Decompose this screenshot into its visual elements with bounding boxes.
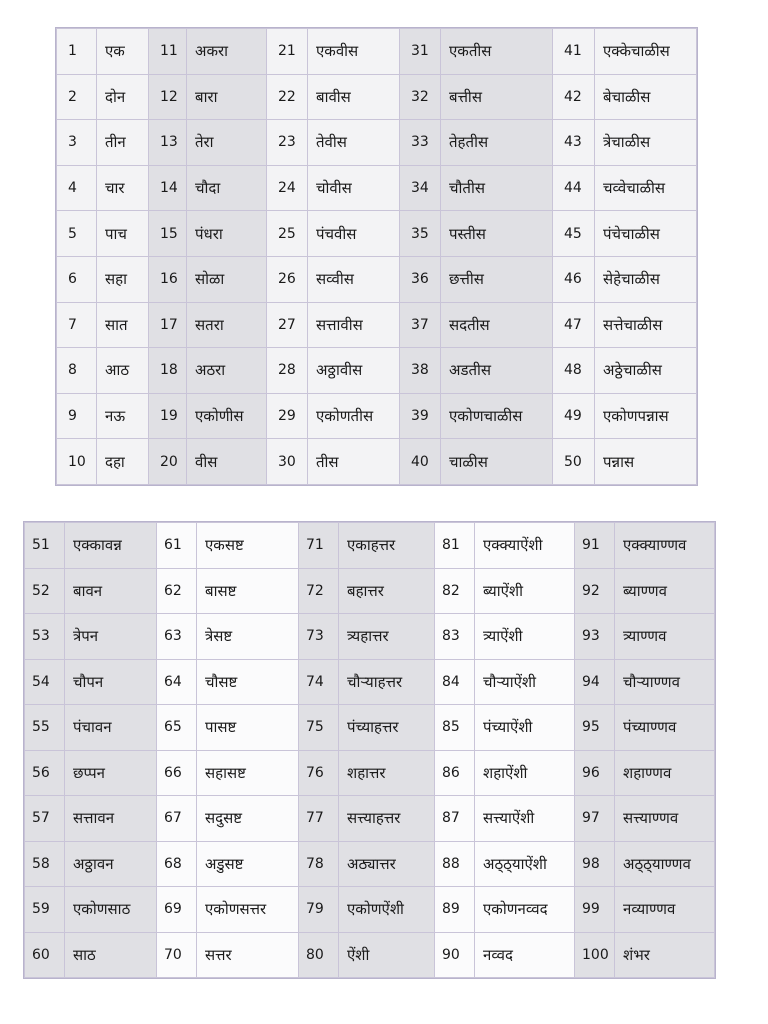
number-word-cell: पाच (97, 211, 149, 257)
number-word-cell: बावन (65, 568, 157, 614)
number-word-cell: अठ्ठेचाळीस (595, 348, 697, 394)
number-word-cell: ब्याण्णव (615, 568, 715, 614)
number-cell: 89 (435, 887, 475, 933)
table-row (57, 439, 697, 485)
number-word-cell: छप्पन (65, 750, 157, 796)
number-word-cell: एकोणपन्नास (595, 393, 697, 439)
number-word-cell: वीस (187, 439, 267, 485)
number-cell: 13 (149, 120, 187, 166)
number-cell: 69 (157, 887, 197, 933)
number-word-cell: चौसष्ट (197, 659, 299, 705)
table-row (25, 523, 715, 569)
number-word-cell: एक (97, 29, 149, 75)
number-cell: 30 (267, 439, 308, 485)
number-cell: 20 (149, 439, 187, 485)
number-cell: 38 (400, 348, 441, 394)
number-word-cell: एकतीस (441, 29, 553, 75)
number-cell: 98 (575, 841, 615, 887)
number-cell: 59 (25, 887, 65, 933)
number-word-cell: शंभर (615, 932, 715, 978)
number-word-cell: नव्वद (475, 932, 575, 978)
number-cell: 62 (157, 568, 197, 614)
table-row (25, 659, 715, 705)
number-cell: 23 (267, 120, 308, 166)
number-word-cell: बासष्ट (197, 568, 299, 614)
number-cell: 32 (400, 74, 441, 120)
table-row (25, 841, 715, 887)
number-word-cell: चौपन (65, 659, 157, 705)
table-row (57, 74, 697, 120)
number-word-cell: सतरा (187, 302, 267, 348)
number-word-cell: सदुसष्ट (197, 796, 299, 842)
number-cell: 17 (149, 302, 187, 348)
number-cell: 43 (553, 120, 595, 166)
number-word-cell: शहाण्णव (615, 750, 715, 796)
number-cell: 11 (149, 29, 187, 75)
number-word-cell: पंचावन (65, 705, 157, 751)
number-word-cell: अठ्यात्तर (339, 841, 435, 887)
number-word-cell: एकोणतीस (308, 393, 400, 439)
number-cell: 18 (149, 348, 187, 394)
table-row (57, 348, 697, 394)
number-cell: 7 (57, 302, 97, 348)
number-cell: 92 (575, 568, 615, 614)
number-word-cell: पस्तीस (441, 211, 553, 257)
number-word-cell: तेहतीस (441, 120, 553, 166)
number-word-cell: एक्कावन्न (65, 523, 157, 569)
number-cell: 58 (25, 841, 65, 887)
table-row (57, 165, 697, 211)
number-word-cell: सत्तेचाळीस (595, 302, 697, 348)
number-word-cell: पंच्याण्णव (615, 705, 715, 751)
number-word-cell: तेरा (187, 120, 267, 166)
number-word-cell: पंच्याहत्तर (339, 705, 435, 751)
number-cell: 68 (157, 841, 197, 887)
number-cell: 14 (149, 165, 187, 211)
number-cell: 52 (25, 568, 65, 614)
number-word-cell: बारा (187, 74, 267, 120)
number-cell: 19 (149, 393, 187, 439)
number-word-cell: चौऱ्याहत्तर (339, 659, 435, 705)
number-cell: 54 (25, 659, 65, 705)
numbers-table-51-100 (24, 522, 715, 978)
number-word-cell: पंच्याऐंशी (475, 705, 575, 751)
number-word-cell: बहात्तर (339, 568, 435, 614)
number-cell: 27 (267, 302, 308, 348)
numbers-table-51-100-body (25, 523, 715, 978)
number-word-cell: अडुसष्ट (197, 841, 299, 887)
number-word-cell: त्रेचाळीस (595, 120, 697, 166)
number-word-cell: अठरा (187, 348, 267, 394)
number-cell: 83 (435, 614, 475, 660)
number-word-cell: एकवीस (308, 29, 400, 75)
number-cell: 5 (57, 211, 97, 257)
number-cell: 1 (57, 29, 97, 75)
number-cell: 76 (299, 750, 339, 796)
number-cell: 72 (299, 568, 339, 614)
number-cell: 35 (400, 211, 441, 257)
number-cell: 40 (400, 439, 441, 485)
number-cell: 90 (435, 932, 475, 978)
table-row (25, 750, 715, 796)
number-cell: 99 (575, 887, 615, 933)
number-cell: 34 (400, 165, 441, 211)
number-word-cell: शहाऐंशी (475, 750, 575, 796)
number-cell: 79 (299, 887, 339, 933)
number-word-cell: अठ्ठ्याऐंशी (475, 841, 575, 887)
number-cell: 16 (149, 256, 187, 302)
table-row (25, 887, 715, 933)
number-word-cell: चौऱ्याऐंशी (475, 659, 575, 705)
number-word-cell: चोवीस (308, 165, 400, 211)
number-cell: 6 (57, 256, 97, 302)
number-cell: 80 (299, 932, 339, 978)
number-word-cell: पंचेचाळीस (595, 211, 697, 257)
number-word-cell: पन्नास (595, 439, 697, 485)
number-word-cell: शहात्तर (339, 750, 435, 796)
number-word-cell: नव्याण्णव (615, 887, 715, 933)
number-cell: 50 (553, 439, 595, 485)
number-cell: 67 (157, 796, 197, 842)
number-word-cell: त्र्याऐंशी (475, 614, 575, 660)
number-word-cell: बेचाळीस (595, 74, 697, 120)
number-word-cell: अठ्ठावीस (308, 348, 400, 394)
number-cell: 60 (25, 932, 65, 978)
number-cell: 88 (435, 841, 475, 887)
number-cell: 12 (149, 74, 187, 120)
number-word-cell: आठ (97, 348, 149, 394)
number-cell: 29 (267, 393, 308, 439)
number-cell: 95 (575, 705, 615, 751)
number-cell: 9 (57, 393, 97, 439)
number-cell: 75 (299, 705, 339, 751)
table-row (57, 393, 697, 439)
number-cell: 71 (299, 523, 339, 569)
number-cell: 8 (57, 348, 97, 394)
number-cell: 66 (157, 750, 197, 796)
number-word-cell: एकसष्ट (197, 523, 299, 569)
number-word-cell: पासष्ट (197, 705, 299, 751)
table-row (57, 29, 697, 75)
number-word-cell: पंचवीस (308, 211, 400, 257)
number-word-cell: सहा (97, 256, 149, 302)
number-cell: 51 (25, 523, 65, 569)
number-cell: 100 (575, 932, 615, 978)
number-cell: 93 (575, 614, 615, 660)
table-row (57, 120, 697, 166)
number-word-cell: त्र्याण्णव (615, 614, 715, 660)
number-word-cell: त्रेपन (65, 614, 157, 660)
numbers-table-1-50-body (57, 29, 697, 485)
number-word-cell: ब्याऐंशी (475, 568, 575, 614)
number-word-cell: बावीस (308, 74, 400, 120)
number-cell: 3 (57, 120, 97, 166)
numbers-table-1-50 (56, 28, 697, 485)
number-word-cell: ऐंशी (339, 932, 435, 978)
number-word-cell: बत्तीस (441, 74, 553, 120)
table-row (25, 568, 715, 614)
number-cell: 57 (25, 796, 65, 842)
number-word-cell: दहा (97, 439, 149, 485)
number-cell: 81 (435, 523, 475, 569)
number-word-cell: चौऱ्याण्णव (615, 659, 715, 705)
number-cell: 61 (157, 523, 197, 569)
number-word-cell: छत्तीस (441, 256, 553, 302)
number-cell: 37 (400, 302, 441, 348)
number-cell: 47 (553, 302, 595, 348)
number-cell: 53 (25, 614, 65, 660)
number-cell: 41 (553, 29, 595, 75)
number-word-cell: एकाहत्तर (339, 523, 435, 569)
table-row (57, 256, 697, 302)
number-word-cell: त्र्यहात्तर (339, 614, 435, 660)
number-cell: 87 (435, 796, 475, 842)
number-cell: 56 (25, 750, 65, 796)
number-word-cell: अठ्ठ्याण्णव (615, 841, 715, 887)
number-cell: 10 (57, 439, 97, 485)
number-word-cell: चव्वेचाळीस (595, 165, 697, 211)
number-word-cell: एकोणऐंशी (339, 887, 435, 933)
number-cell: 86 (435, 750, 475, 796)
number-cell: 33 (400, 120, 441, 166)
number-word-cell: चौदा (187, 165, 267, 211)
number-word-cell: त्रेसष्ट (197, 614, 299, 660)
table-row (57, 302, 697, 348)
number-word-cell: एकोणनव्वद (475, 887, 575, 933)
number-word-cell: एकोणसत्तर (197, 887, 299, 933)
number-cell: 39 (400, 393, 441, 439)
number-cell: 45 (553, 211, 595, 257)
number-word-cell: दोन (97, 74, 149, 120)
table-row (25, 796, 715, 842)
number-word-cell: एकोणीस (187, 393, 267, 439)
number-cell: 91 (575, 523, 615, 569)
number-word-cell: सव्वीस (308, 256, 400, 302)
number-cell: 73 (299, 614, 339, 660)
number-word-cell: सत्तावीस (308, 302, 400, 348)
number-word-cell: सहासष्ट (197, 750, 299, 796)
number-cell: 64 (157, 659, 197, 705)
number-cell: 82 (435, 568, 475, 614)
number-word-cell: अठ्ठावन (65, 841, 157, 887)
table-row (25, 705, 715, 751)
number-word-cell: चौतीस (441, 165, 553, 211)
number-word-cell: एक्क्याण्णव (615, 523, 715, 569)
number-cell: 24 (267, 165, 308, 211)
number-word-cell: सत्त्याहत्तर (339, 796, 435, 842)
number-word-cell: एकोणचाळीस (441, 393, 553, 439)
number-word-cell: सोळा (187, 256, 267, 302)
number-cell: 21 (267, 29, 308, 75)
number-cell: 77 (299, 796, 339, 842)
number-cell: 2 (57, 74, 97, 120)
number-cell: 63 (157, 614, 197, 660)
number-word-cell: अकरा (187, 29, 267, 75)
number-word-cell: तीस (308, 439, 400, 485)
number-word-cell: साठ (65, 932, 157, 978)
number-word-cell: एकोणसाठ (65, 887, 157, 933)
number-word-cell: पंधरा (187, 211, 267, 257)
number-cell: 96 (575, 750, 615, 796)
number-word-cell: सदतीस (441, 302, 553, 348)
number-word-cell: सत्त्याऐंशी (475, 796, 575, 842)
number-word-cell: एक्केचाळीस (595, 29, 697, 75)
number-word-cell: सेहेचाळीस (595, 256, 697, 302)
number-word-cell: तेवीस (308, 120, 400, 166)
number-cell: 25 (267, 211, 308, 257)
table-row (25, 614, 715, 660)
number-cell: 31 (400, 29, 441, 75)
number-cell: 84 (435, 659, 475, 705)
number-cell: 46 (553, 256, 595, 302)
number-cell: 48 (553, 348, 595, 394)
number-word-cell: अडतीस (441, 348, 553, 394)
number-word-cell: सत्तावन (65, 796, 157, 842)
number-cell: 44 (553, 165, 595, 211)
number-cell: 42 (553, 74, 595, 120)
number-cell: 78 (299, 841, 339, 887)
number-word-cell: चार (97, 165, 149, 211)
number-cell: 28 (267, 348, 308, 394)
number-cell: 4 (57, 165, 97, 211)
number-cell: 49 (553, 393, 595, 439)
number-word-cell: नऊ (97, 393, 149, 439)
number-word-cell: चाळीस (441, 439, 553, 485)
number-cell: 70 (157, 932, 197, 978)
number-word-cell: सत्त्याण्णव (615, 796, 715, 842)
number-word-cell: सात (97, 302, 149, 348)
number-cell: 22 (267, 74, 308, 120)
number-cell: 36 (400, 256, 441, 302)
number-word-cell: तीन (97, 120, 149, 166)
number-cell: 94 (575, 659, 615, 705)
number-cell: 97 (575, 796, 615, 842)
number-cell: 85 (435, 705, 475, 751)
table-row (57, 211, 697, 257)
table-row (25, 932, 715, 978)
number-cell: 26 (267, 256, 308, 302)
number-cell: 74 (299, 659, 339, 705)
number-word-cell: एक्क्याऐंशी (475, 523, 575, 569)
number-cell: 65 (157, 705, 197, 751)
number-cell: 55 (25, 705, 65, 751)
number-cell: 15 (149, 211, 187, 257)
number-word-cell: सत्तर (197, 932, 299, 978)
